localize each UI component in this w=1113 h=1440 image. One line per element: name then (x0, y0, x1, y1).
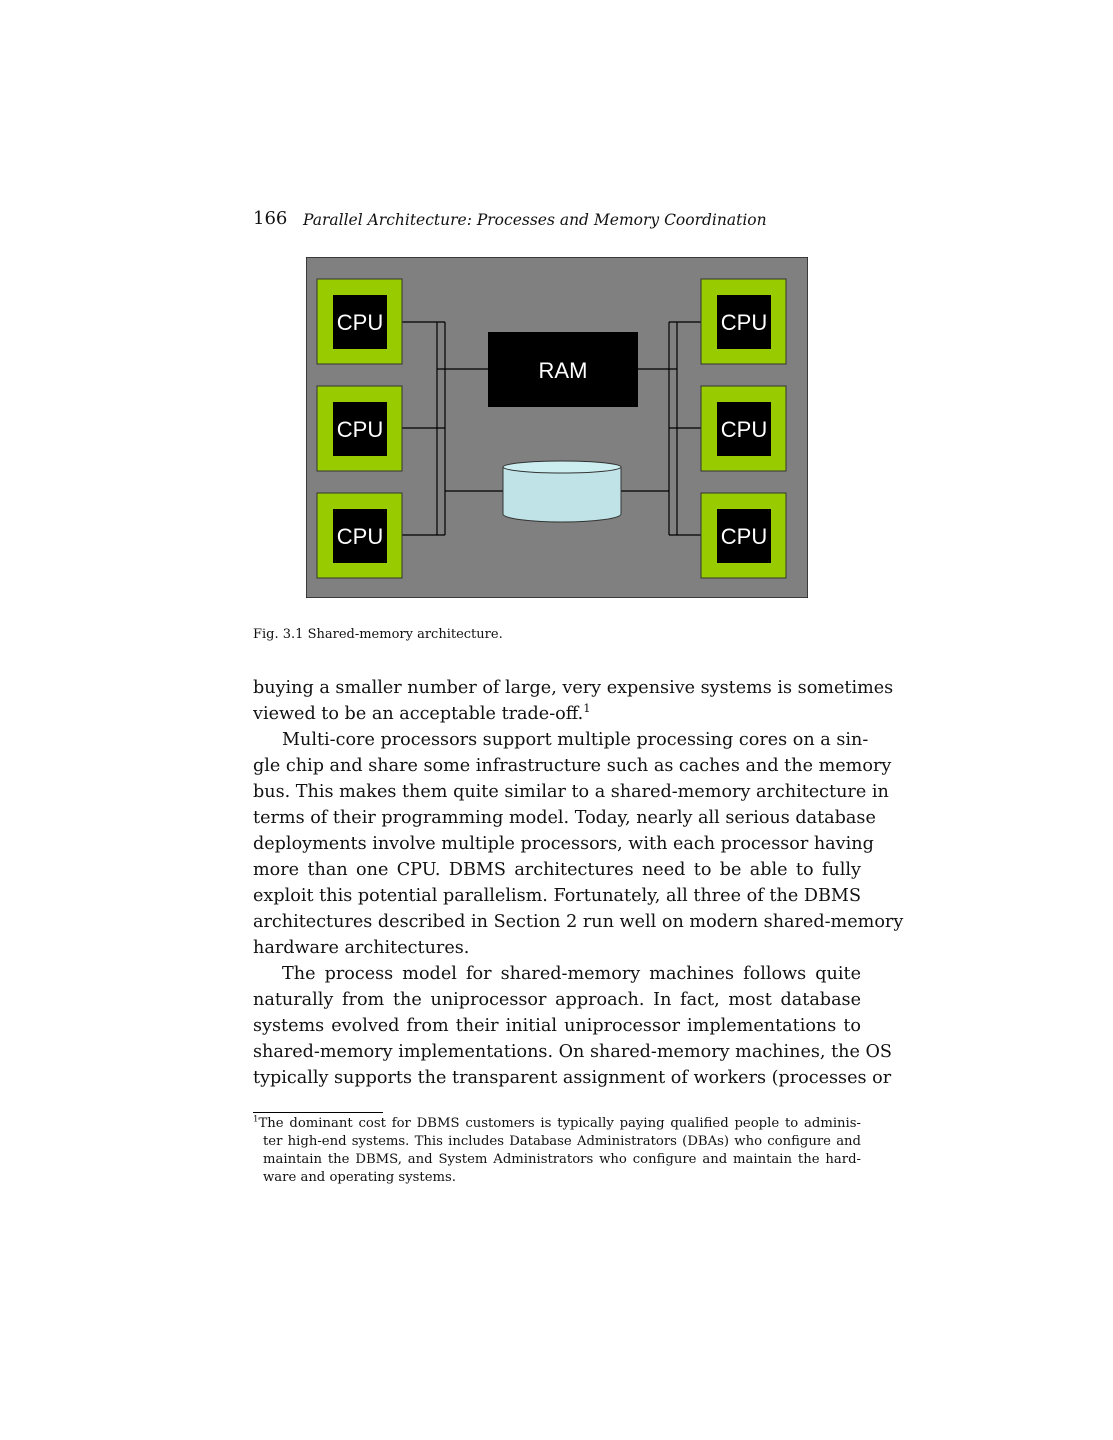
footnote-rule (253, 1112, 383, 1113)
footnote-line-text: ter high-end systems. This includes Database Administrators (DBAs) who configure and (263, 1134, 861, 1149)
cpu-block (317, 386, 402, 471)
body-line-text: viewed to be an acceptable trade-off. (253, 704, 584, 724)
body-line-text: more than one CPU. DBMS architectures need to be able to fully (253, 860, 861, 880)
footnote (253, 1115, 861, 1187)
footnote-line (253, 1169, 861, 1187)
cpu-label: CPU (336, 417, 384, 442)
body-line-text: naturally from the uniprocessor approach. In fact, most database (253, 990, 861, 1010)
body-line (253, 727, 869, 753)
body-line-text: The process model for shared-memory machines follows quite (282, 964, 861, 984)
cpu-label: CPU (336, 310, 384, 335)
cpu-block (701, 493, 786, 578)
cpu-label: CPU (336, 524, 384, 549)
shared-memory-diagram (306, 257, 808, 598)
footnote-ref[interactable]: 1 (583, 701, 591, 716)
cpu-block (701, 279, 786, 364)
body-line (253, 909, 904, 935)
body-line (253, 779, 889, 805)
cpu-block (317, 279, 402, 364)
disk-icon (503, 461, 621, 522)
body-line-text: bus. This makes them quite similar to a shared-memory architecture in (253, 782, 889, 802)
body-line-text: shared-memory implementations. On shared-memory machines, the OS (253, 1042, 892, 1062)
body-line-text: architectures described in Section 2 run well on modern shared-memory (253, 912, 904, 932)
cpu-label: CPU (720, 524, 768, 549)
body-line-text: exploit this potential parallelism. Fortunately, all three of the DBMS (253, 886, 861, 906)
body-line (253, 1065, 892, 1091)
body-line (253, 701, 861, 727)
cpu-label: CPU (720, 310, 768, 335)
running-title: Parallel Architecture: Processes and Memory Coordination (303, 211, 767, 229)
footnote-line (253, 1151, 861, 1169)
cpu-block (317, 493, 402, 578)
body-line (253, 1013, 861, 1039)
body-line (253, 1039, 892, 1065)
body-line (253, 987, 861, 1013)
body-line-text: terms of their programming model. Today, nearly all serious database (253, 808, 876, 828)
footnote-line-text: maintain the DBMS, and System Administrators who configure and maintain the hard- (263, 1152, 861, 1167)
cpu-block (701, 386, 786, 471)
footnote-line (253, 1133, 861, 1151)
body-line-text: Multi-core processors support multiple processing cores on a sin- (282, 730, 869, 750)
footnote-line-text: ware and operating systems. (263, 1170, 456, 1185)
body-line (253, 753, 892, 779)
body-line-text: buying a smaller number of large, very expensive systems is sometimes (253, 678, 894, 698)
body-line-text: gle chip and share some infrastructure such as caches and the memory (253, 756, 892, 776)
body-line (253, 857, 861, 883)
body-line (253, 675, 894, 701)
page-number: 166 (253, 208, 288, 229)
footnote-mark: 1 (253, 1114, 259, 1125)
footnote-line-text: The dominant cost for DBMS customers is typically paying qualified people to adminis- (258, 1116, 861, 1131)
cpu-label: CPU (720, 417, 768, 442)
footnote-line (253, 1115, 861, 1133)
body-line-text: hardware architectures. (253, 938, 470, 958)
body-line (253, 883, 861, 909)
figure-caption: Fig. 3.1 Shared-memory architecture. (253, 627, 503, 642)
body-line (253, 961, 861, 987)
body-line-text: typically supports the transparent assignment of workers (processes or (253, 1068, 892, 1088)
ram-label: RAM (538, 358, 588, 383)
body-text (253, 675, 904, 1091)
body-line-text: systems evolved from their initial uniprocessor implementations to (253, 1016, 861, 1036)
body-line (253, 935, 861, 961)
body-line (253, 831, 874, 857)
body-line-text: deployments involve multiple processors, with each processor having (253, 834, 874, 854)
body-line (253, 805, 876, 831)
